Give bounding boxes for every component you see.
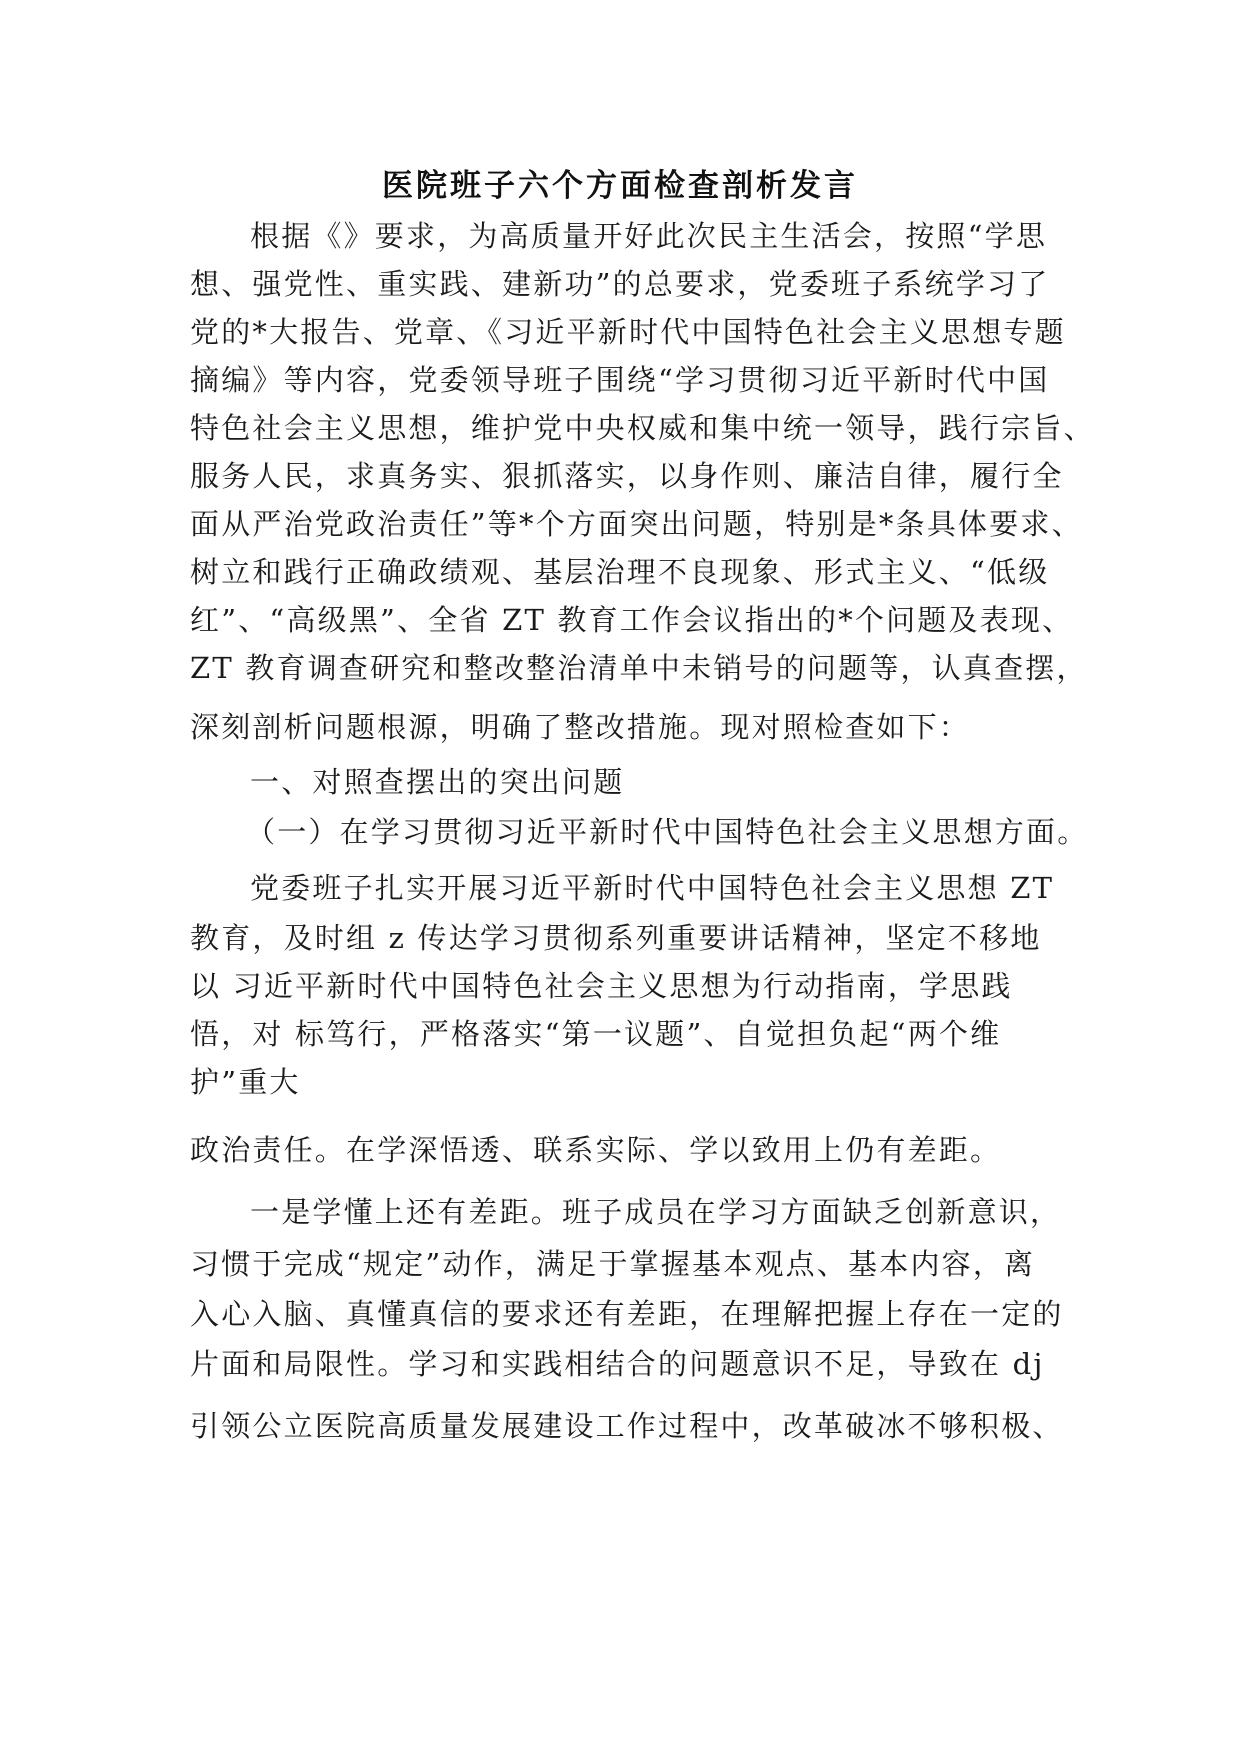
body-line: 面从严治党政治责任”等*个方面突出问题，特别是*条具体要求、	[190, 507, 1083, 541]
body-line: 摘编》等内容，党委领导班子围绕“学习贯彻习近平新时代中国	[190, 363, 1050, 397]
body-line: 习惯于完成“规定”动作，满足于掌握基本观点、基本内容，离	[190, 1247, 1036, 1281]
document-title: 医院班子六个方面检查剖析发言	[382, 168, 858, 204]
body-line: 特色社会主义思想，维护党中央权威和集中统一领导，践行宗旨、	[190, 411, 1095, 445]
body-line: ZT 教育调查研究和整改整治清单中未销号的问题等，认真查摆，	[190, 651, 1088, 685]
body-line: 服务人民，求真务实、狠抓落实，以身作则、廉洁自律，履行全	[190, 459, 1064, 493]
body-line: 片面和局限性。学习和实践相结合的问题意识不足，导致在 dj	[190, 1347, 1045, 1381]
body-line: 一是学懂上还有差距。班子成员在学习方面缺乏创新意识，	[250, 1195, 1062, 1229]
body-line: 入心入脑、真懂真信的要求还有差距，在理解把握上存在一定的	[190, 1297, 1064, 1331]
body-line: 政治责任。在学深悟透、联系实际、学以致用上仍有差距。	[190, 1133, 1002, 1167]
section-heading: 一、对照查摆出的突出问题	[250, 765, 625, 799]
body-line: 以 习近平新时代中国特色社会主义思想为行动指南，学思践	[190, 969, 1013, 1003]
body-line: 树立和践行正确政绩观、基层治理不良现象、形式主义、“低级	[190, 555, 1050, 589]
body-line: 教育，及时组 z 传达学习贯彻系列重要讲话精神，坚定不移地	[190, 921, 1042, 955]
body-line: 悟，对 标笃行，严格落实“第一议题”、自觉担负起“两个维	[190, 1017, 1002, 1051]
body-line: 想、强党性、重实践、建新功”的总要求，党委班子系统学习了	[190, 267, 1050, 301]
subsection-heading: （一）在学习贯彻习近平新时代中国特色社会主义思想方面。	[246, 815, 1089, 849]
body-line: 党委班子扎实开展习近平新时代中国特色社会主义思想 ZT	[250, 871, 1055, 905]
body-line: 党的*大报告、党章、《习近平新时代中国特色社会主义思想专题	[190, 315, 1066, 349]
body-line: 根据《》要求，为高质量开好此次民主生活会，按照“学思	[250, 219, 1048, 253]
body-line: 引领公立医院高质量发展建设工作过程中，改革破冰不够积极、	[190, 1409, 1064, 1443]
body-line: 深刻剖析问题根源，明确了整改措施。现对照检查如下：	[190, 710, 971, 744]
body-line: 红”、“高级黑”、全省 ZT 教育工作会议指出的*个问题及表现、	[190, 603, 1074, 637]
body-line: 护”重大	[190, 1065, 301, 1099]
